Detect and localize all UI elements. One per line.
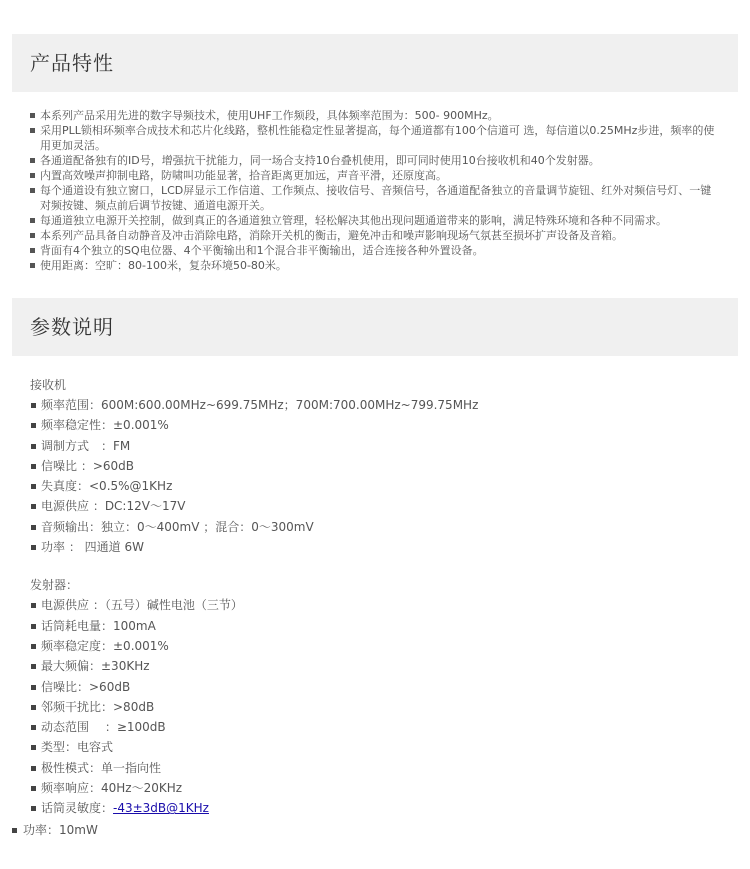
bullet-icon bbox=[31, 745, 36, 750]
transmitter-spec-row: 极性模式：单一指向性 bbox=[30, 758, 730, 778]
bullet-icon bbox=[30, 188, 35, 193]
transmitter-title: 发射器： bbox=[30, 578, 79, 593]
bullet-icon bbox=[31, 685, 36, 690]
bullet-icon bbox=[31, 444, 36, 449]
bullet-icon bbox=[31, 545, 36, 550]
bullet-icon bbox=[30, 248, 35, 253]
receiver-spec-row: 电源供应 ：DC:12V～17V bbox=[30, 496, 730, 516]
bullet-icon bbox=[31, 603, 36, 608]
bullet-icon bbox=[31, 504, 36, 509]
transmitter-spec-row: 频率稳定度：±0.001% bbox=[30, 636, 730, 656]
params-title: 参数说明 bbox=[30, 315, 114, 339]
bullet-icon bbox=[31, 725, 36, 730]
receiver-spec-row: 频率稳定性：±0.001% bbox=[30, 415, 730, 435]
bullet-icon bbox=[31, 484, 36, 489]
feature-item: 每通道独立电源开关控制，做到真正的各通道独立管理，轻松解决其他出现问题通道带来的影响，满足特殊环境和各种不同需求。 bbox=[30, 213, 720, 228]
feature-item: 本系列产品具备自动静音及冲击消除电路，消除开关机的衡击，避免冲击和噪声影响现场气氛甚至损坏扩声设备及音箱。 bbox=[30, 228, 720, 243]
bullet-icon bbox=[30, 158, 35, 163]
receiver-spec-row: 失真度：<0.5%@1KHz bbox=[30, 476, 730, 496]
receiver-spec-row: 调制方式 ：FM bbox=[30, 436, 730, 456]
feature-item: 使用距离：空旷：80-100米，复杂环境50-80米。 bbox=[30, 258, 720, 273]
feature-item: 采用PLL锁相环频率合成技术和芯片化线路，整机性能稳定性显著提高，每个通道都有100个信道可 选，每信道以0.25MHz步进，频率的使用更加灵活。 bbox=[30, 123, 720, 153]
feature-item: 每个通道设有独立窗口，LCD屏显示工作信道、工作频点、接收信号、音频信号，各通道配备独立的音量调节旋钮、红外对频信号灯、一键对频按键、频点前后调节按键、通道电源开关。 bbox=[30, 183, 720, 213]
receiver-spec-row: 音频输出：独立：0～400mV ；混合：0～300mV bbox=[30, 517, 730, 537]
feature-item: 本系列产品采用先进的数字导频技术，使用UHF工作频段，具体频率范围为：500- 900MHz。 bbox=[30, 108, 720, 123]
bullet-icon bbox=[31, 664, 36, 669]
bullet-icon bbox=[30, 113, 35, 118]
transmitter-spec-row: 类型：电容式 bbox=[30, 737, 730, 757]
sensitivity-link[interactable]: -43±3dB@1KHz bbox=[113, 801, 209, 816]
feature-item: 内置高效噪声抑制电路，防啸叫功能显著，拾音距离更加远，声音平滑，还原度高。 bbox=[30, 168, 720, 183]
receiver-spec-row: 频率范围：600M:600.00MHz~699.75MHz；700M:700.00MHz~799.75MHz bbox=[30, 395, 730, 415]
transmitter-spec-row: 电源供应 ：（五号）碱性电池（三节） bbox=[30, 595, 730, 615]
transmitter-spec-row: 频率响应：40Hz～20KHz bbox=[30, 778, 730, 798]
bullet-icon bbox=[31, 525, 36, 530]
bullet-icon bbox=[31, 786, 36, 791]
feature-item: 各通道配备独有的ID号，增强抗干扰能力，同一场合支持10台叠机使用，即可同时使用10台接收机和40个发射器。 bbox=[30, 153, 720, 168]
transmitter-spec-row: 最大频偏：±30KHz bbox=[30, 656, 730, 676]
power-row: 功率：10mW bbox=[12, 820, 98, 840]
params-header bbox=[12, 298, 738, 356]
transmitter-spec-row: 动态范围 ：≥100dB bbox=[30, 717, 730, 737]
transmitter-spec-row: 话筒耗电量：100mA bbox=[30, 616, 730, 636]
feature-item: 背面有4个独立的SQ电位器、4个平衡输出和1个混合非平衡输出，适合连接各种外置设备。 bbox=[30, 243, 720, 258]
bullet-icon bbox=[30, 263, 35, 268]
receiver-spec-row: 功率 ： 四通道 6W bbox=[30, 537, 730, 557]
sensitivity-row: 话筒灵敏度：-43±3dB@1KHz bbox=[30, 798, 730, 818]
bullet-icon bbox=[31, 464, 36, 469]
bullet-icon bbox=[31, 624, 36, 629]
receiver-spec-row: 信噪比 ：>60dB bbox=[30, 456, 730, 476]
receiver-title: 接收机 bbox=[30, 378, 67, 392]
bullet-icon bbox=[30, 173, 35, 178]
bullet-icon bbox=[31, 644, 36, 649]
transmitter-spec-row: 信噪比：>60dB bbox=[30, 677, 730, 697]
features-header bbox=[12, 34, 738, 92]
bullet-icon bbox=[30, 128, 35, 133]
bullet-icon bbox=[31, 766, 36, 771]
bullet-icon bbox=[31, 403, 36, 408]
bullet-icon bbox=[30, 218, 35, 223]
bullet-icon bbox=[31, 705, 36, 710]
features-title: 产品特性 bbox=[30, 51, 114, 75]
bullet-icon bbox=[31, 806, 36, 811]
transmitter-spec-row: 邻频干扰比：>80dB bbox=[30, 697, 730, 717]
params-body bbox=[30, 375, 730, 819]
features-list bbox=[30, 108, 720, 273]
bullet-icon bbox=[30, 233, 35, 238]
bullet-icon bbox=[12, 828, 17, 833]
spacer bbox=[30, 557, 730, 575]
bullet-icon bbox=[31, 423, 36, 428]
